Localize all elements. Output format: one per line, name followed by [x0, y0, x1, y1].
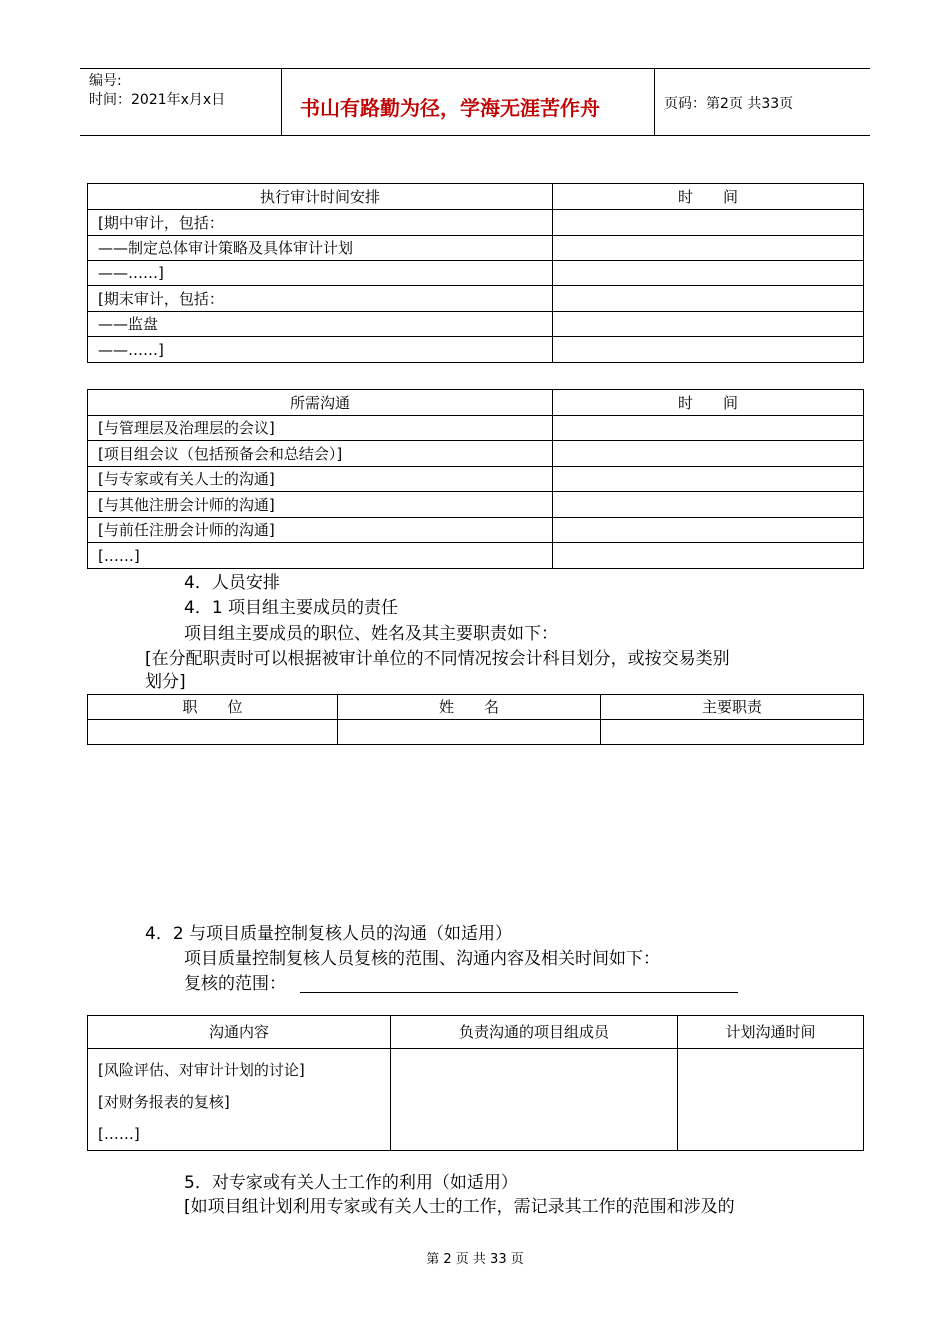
table-row	[88, 416, 864, 441]
team-members-table	[87, 694, 864, 745]
section-4-1-intro: 项目组主要成员的职位、姓名及其主要职责如下：	[184, 624, 558, 644]
header-divider-right	[654, 68, 655, 136]
section-4-2-intro: 项目质量控制复核人员复核的范围、沟通内容及相关时间如下：	[184, 949, 660, 969]
table-cell: ——……]	[88, 261, 553, 286]
review-scope-blank	[300, 992, 738, 993]
page-footer: 第 2 页 共 33 页	[426, 1252, 524, 1267]
table-row	[88, 492, 864, 518]
time-cell	[553, 236, 864, 261]
table-cell: [期末审计，包括：	[88, 286, 553, 312]
section-4-1-note: [在分配职责时可以根据被审计单位的不同情况按会计科目划分，或按交易类别	[145, 649, 730, 669]
table-header-row	[88, 1016, 864, 1049]
document-date: 时间：2021年x月x日	[89, 92, 226, 108]
column-header: 主要职责	[601, 695, 864, 720]
table-cell: [期中审计，包括：	[88, 210, 553, 236]
table-header-row	[88, 184, 864, 210]
table-cell	[338, 720, 601, 745]
table-row	[88, 286, 864, 312]
time-cell	[553, 441, 864, 467]
planned-time-cell	[678, 1049, 864, 1151]
table-cell: ——监盘	[88, 312, 553, 337]
table-header-row	[88, 390, 864, 416]
time-cell	[553, 543, 864, 569]
time-cell	[553, 261, 864, 286]
table-row	[88, 720, 864, 745]
table-cell	[601, 720, 864, 745]
header-bottom-rule	[80, 135, 870, 136]
column-header: 计划沟通时间	[678, 1016, 864, 1049]
time-cell	[553, 312, 864, 337]
document-number-label: 编号:	[89, 73, 122, 89]
header-top-rule	[80, 68, 870, 69]
time-cell	[553, 518, 864, 543]
table-cell: [……]	[88, 543, 553, 569]
table-row	[88, 261, 864, 286]
column-header: 时 间	[553, 390, 864, 416]
list-item: [……]	[98, 1125, 140, 1143]
column-header: 职 位	[88, 695, 338, 720]
table-row	[88, 210, 864, 236]
list-item: [对财务报表的复核]	[98, 1093, 230, 1111]
table-row	[88, 337, 864, 363]
time-cell	[553, 492, 864, 518]
section-4-2-heading: 4．2 与项目质量控制复核人员的沟通（如适用）	[145, 924, 513, 944]
section-4-1-note-cont: 划分]	[145, 672, 186, 692]
section-5-heading: 5．对专家或有关人士工作的利用（如适用）	[184, 1173, 518, 1193]
column-header: 执行审计时间安排	[88, 184, 553, 210]
time-cell	[553, 467, 864, 492]
table-row	[88, 518, 864, 543]
responsible-member-cell	[391, 1049, 678, 1151]
communication-table	[87, 389, 864, 569]
table-row	[88, 467, 864, 492]
column-header: 时 间	[553, 184, 864, 210]
column-header: 沟通内容	[88, 1016, 391, 1049]
table-row	[88, 543, 864, 569]
review-scope-label: 复核的范围：	[184, 974, 286, 994]
column-header: 负责沟通的项目组成员	[391, 1016, 678, 1049]
table-cell: [与管理层及治理层的会议]	[88, 416, 553, 441]
table-row	[88, 236, 864, 261]
table-cell	[88, 720, 338, 745]
header-divider-left	[281, 68, 282, 136]
section-4-1-heading: 4．1 项目组主要成员的责任	[184, 598, 399, 618]
quality-review-table	[87, 1015, 864, 1151]
time-cell	[553, 337, 864, 363]
table-cell: [项目组会议（包括预备会和总结会）]	[88, 441, 553, 467]
column-header: 所需沟通	[88, 390, 553, 416]
section-4-heading: 4．人员安排	[184, 573, 280, 593]
table-row	[88, 312, 864, 337]
list-item: [风险评估、对审计计划的讨论]	[98, 1061, 305, 1079]
time-cell	[553, 416, 864, 441]
header-motto: 书山有路勤为径，学海无涯苦作舟	[300, 96, 600, 120]
table-row	[88, 1049, 864, 1151]
time-cell	[553, 210, 864, 236]
table-cell: [与专家或有关人士的沟通]	[88, 467, 553, 492]
table-row	[88, 441, 864, 467]
table-cell: ——制定总体审计策略及具体审计计划	[88, 236, 553, 261]
communication-content-cell	[88, 1049, 391, 1151]
table-cell: ——……]	[88, 337, 553, 363]
column-header: 姓 名	[338, 695, 601, 720]
table-cell: [与其他注册会计师的沟通]	[88, 492, 553, 518]
page-indicator: 页码：第2页 共33页	[664, 96, 794, 112]
audit-schedule-table	[87, 183, 864, 363]
section-5-text: [如项目组计划利用专家或有关人士的工作，需记录其工作的范围和涉及的	[184, 1197, 735, 1217]
table-cell: [与前任注册会计师的沟通]	[88, 518, 553, 543]
time-cell	[553, 286, 864, 312]
table-header-row	[88, 695, 864, 720]
